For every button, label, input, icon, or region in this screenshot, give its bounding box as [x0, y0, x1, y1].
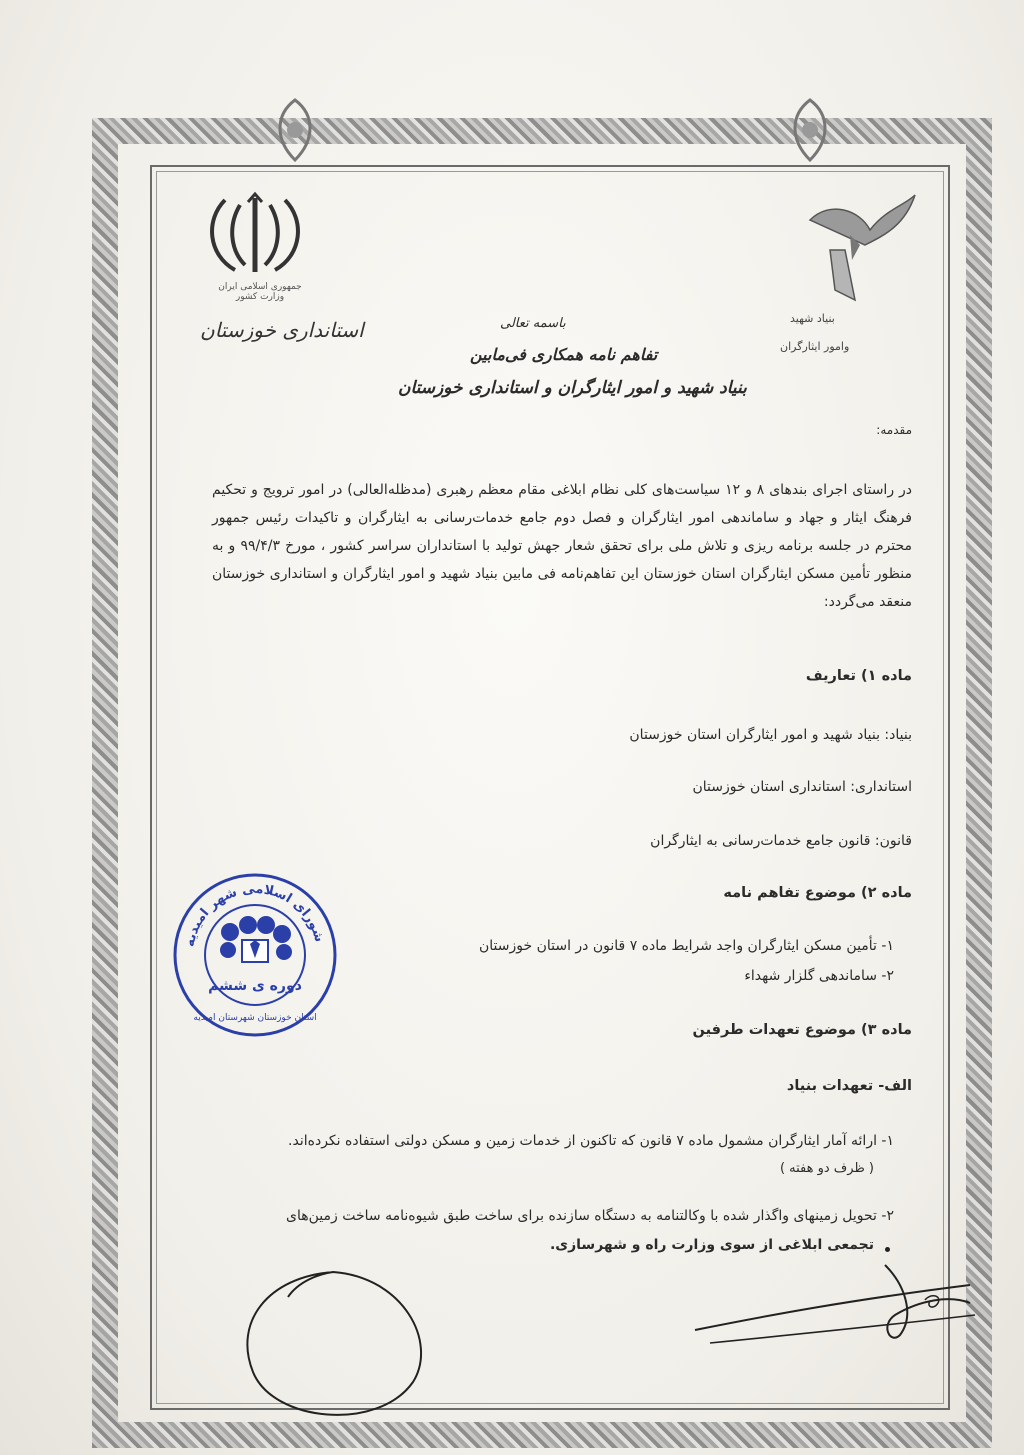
stamp-period-text: دوره ی ششم [208, 978, 302, 994]
signature-scribble [690, 1255, 980, 1355]
def-ostandari: استانداری: استانداری استان خوزستان [692, 779, 912, 795]
bonyad-logo-icon [790, 190, 920, 310]
article2-heading: ماده ۲) موضوع تفاهم نامه [723, 885, 912, 901]
article3-heading: ماده ۳) موضوع تعهدات طرفین [692, 1022, 912, 1038]
article3-item-2: ۲- تحویل زمینهای واگذار شده با وکالتنامه به دستگاه سازنده برای ساخت طبق شیوه‌نامه ساخت زمین‌های [286, 1208, 894, 1224]
bonyad-caption-2: وامور ایثارگران [780, 340, 850, 353]
agreement-title-2: بنیاد شهید و امور ایثارگران و استانداری خوزستان [398, 378, 747, 398]
intro-label: مقدمه: [876, 423, 912, 437]
agreement-title-1: تفاهم نامه همکاری فی‌مابین [470, 345, 658, 364]
article3-item-2-cont: تجمعی ابلاغی از سوی وزارت راه و شهرسازی. [549, 1237, 874, 1253]
article3-item-1-note: ( ظرف دو هفته ) [779, 1161, 874, 1176]
bonyad-caption-1: بنیاد شهید [790, 312, 835, 325]
bismillah-heading: باسمه تعالی [500, 316, 566, 331]
ostandari-khuzestan-label: استانداری خوزستان [200, 318, 364, 342]
ink-dot [885, 1247, 890, 1252]
stamp-bottom-text: استان خوزستان شهرستان امیدیه [193, 1013, 317, 1023]
article3-item-1: ۱- ارائه آمار ایثارگران مشمول ماده ۷ قانون که تاکنون از خدمات زمین و مسکن دولتی استفاده نکرده‌اند. [288, 1133, 894, 1149]
intro-paragraph: در راستای اجرای بندهای ۸ و ۱۲ سیاست‌های کلی نظام ابلاغی مقام معظم رهبری (مدظله‌العالی) در امور ترویج و تحکیم فرهنگ ایثار و جهاد و ساماندهی امور ایثارگران و فصل دوم جامع خدمات‌رسانی به ایثارگران و تاکیدات رئیس جمهور محترم در جلسه برنامه ریزی و تلاش ملی برای تحقق شعار جهش تولید با استانداران سراسر کشور ، مورخ ۹۹/۴/۳ و به منظور تأمین مسکن ایثارگران استان خوزستان این تفاهم‌نامه فی مابین بنیاد شهید و امور ایثارگران و استانداری خوزستان منعقد می‌گردد: [212, 482, 912, 610]
iran-emblem-icon [200, 190, 310, 280]
signature-oval [228, 1262, 438, 1437]
article2-item-2: ۲- ساماندهی گلزار شهداء [744, 968, 894, 984]
def-bonyad: بنیاد: بنیاد شهید و امور ایثارگران استان خوزستان [629, 727, 912, 743]
ministry-caption: جمهوری اسلامی ایران وزارت کشور [218, 282, 302, 302]
top-ornament-left [265, 95, 325, 165]
article1-heading: ماده ۱) تعاریف [805, 668, 912, 684]
top-ornament-right [780, 95, 840, 165]
stamp-ring-text: شورای اسلامی شهر امیدیه [182, 881, 327, 948]
council-stamp [170, 870, 340, 1040]
def-ghanoon: قانون: قانون جامع خدمات‌رسانی به ایثارگران [650, 833, 912, 849]
article3-subheading: الف- تعهدات بنیاد [786, 1078, 912, 1094]
article2-item-1: ۱- تأمین مسکن ایثارگران واجد شرایط ماده ۷ قانون در استان خوزستان [478, 938, 894, 954]
